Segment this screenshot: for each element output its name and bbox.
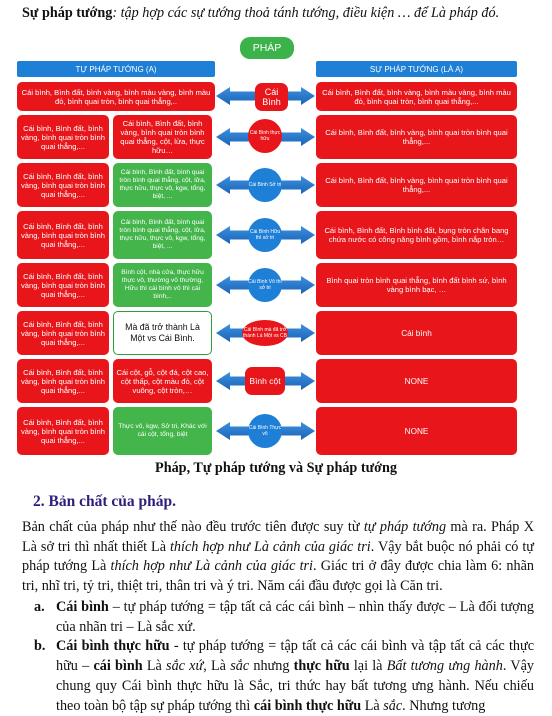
row7-mid: Bình cột bbox=[245, 367, 285, 395]
para-italic-2: thích hợp như Là cảnh của giác tri bbox=[169, 538, 371, 555]
item-b-i2: sắc bbox=[230, 658, 250, 675]
item-list bbox=[34, 598, 534, 716]
item-a-marker: a. bbox=[34, 599, 45, 615]
row8-mid: Cái Bình Thực vô bbox=[248, 414, 282, 448]
row6-inner: Mà đã trở thành Là Một vs Cái Bình. bbox=[113, 311, 212, 355]
row3-right: Cái bình, Bình đất, bình vàng, bình quai tròn bình quai thẳng,... bbox=[316, 163, 517, 207]
row3-inner: Cái bình, Bình đất, bình quai tròn bình quai thẳng, cột, lửa, thực hữu, thực vô, kgw, tổng, biệt, ... bbox=[113, 163, 212, 207]
para-italic-1: tự pháp tướng bbox=[363, 519, 447, 535]
row4-right: Cái bình, Bình đất, Bình bình đất, bụng tròn chân bang chứa nước có công năng bình gồm, bình nắp tròn… bbox=[316, 211, 517, 259]
row2-left: Cái bình, Bình đất, bình vàng, bình quai tròn bình quai thẳng,... bbox=[17, 115, 109, 159]
row1-right: Cái bình, Bình đất, bình vàng, bình màu vàng, bình màu đỏ, bình quai tròn, bình quai thẳng,... bbox=[316, 82, 517, 111]
row7-right: NONE bbox=[316, 359, 517, 403]
section-title: Bản chất của pháp. bbox=[48, 493, 176, 510]
intro-definition: : tập hợp các sự tướng thoả tánh tướng, điều kiện … để Là pháp đó. bbox=[112, 5, 500, 21]
row4-inner: Cái bình, Bình đất, bình quai tròn bình quai thẳng, cột, lửa, thực hữu, thực vô, kgw, tổng, biệt, ... bbox=[113, 211, 212, 259]
row7-inner: Cái cột, gỗ, cột đá, cột cao, cột thấp, cột màu đỏ, cột vuông, cột tròn,… bbox=[113, 359, 212, 403]
intro-term: Sự pháp tướng bbox=[22, 5, 113, 21]
row3-mid: Cái Bình Sở tri bbox=[248, 168, 282, 202]
body-paragraph bbox=[22, 518, 534, 597]
figure-caption: Pháp, Tự pháp tướng và Sự pháp tướng bbox=[155, 460, 397, 476]
row2-inner: Cái bình, Bình đất, bình vàng, bình quai tròn bình quai thẳng, cột, lửa, thực hữu… bbox=[113, 115, 212, 159]
row1-left: Cái bình, Bình đất, bình vàng, bình màu vàng, bình màu đỏ, bình quai tròn, bình quai thẳng,.. bbox=[17, 82, 215, 111]
para-text-1: Bản chất của pháp như thế nào đều trước tiên được suy từ bbox=[22, 519, 364, 535]
row7-left: Cái bình, Bình đất, bình vàng, bình quai tròn bình quai thẳng,... bbox=[17, 359, 109, 403]
row5-right: Bình quai tròn bình quai thẳng, bình đất bình sứ, bình vàng bình bạc, … bbox=[316, 263, 517, 307]
left-header: TỰ PHÁP TƯỚNG (A) bbox=[17, 61, 215, 77]
item-b-marker: b. bbox=[34, 638, 46, 655]
item-b-i3: Bất tương ưng hành bbox=[386, 658, 503, 675]
row6-mid: Cái Bình mà đã trở thành Là Một vs CB bbox=[242, 320, 288, 346]
row5-inner: Bình cột, nhà cửa, thực hữu thực vô, thường vô thường, Hữu thì cái bình vô thì cái bình,.. bbox=[113, 263, 212, 307]
item-b-b2: cái bình bbox=[93, 658, 143, 675]
row5-mid: Cái Bình Vô thì sở tri bbox=[248, 268, 282, 302]
item-b-t8: . Nhưng tương bbox=[402, 697, 486, 714]
item-b-bold: Cái bình thực hữu bbox=[56, 638, 170, 655]
row4-left: Cái bình, Bình đất, bình vàng, bình quai tròn bình quai thẳng,... bbox=[17, 211, 109, 259]
row4-mid: Cái Bình Hữu thì sở tri bbox=[248, 218, 282, 252]
row3-left: Cái bình, Bình đất, bình vàng, bình quai tròn bình quai thẳng,... bbox=[17, 163, 109, 207]
para-text-4: . Giác tri ở đây được chia làm 6: nhãn tri, nhĩ tri, tỷ tri, thiệt tri, thân tri và ý tri. Năm cái đầu được gọi là Căn tri. bbox=[22, 558, 534, 595]
item-b-t6: . Vậy chung quy Cái bình thực hữu là Sắc, tri thức hay bất tương ưng hành. Nếu chiếu theo toàn bộ tập sự pháp tướng thì bbox=[56, 658, 534, 714]
item-a-text: – tự pháp tướng = tập tất cả các cái bình – nhìn thấy được – Là đối tượng của nhãn tri – Là sắc xứ. bbox=[56, 599, 534, 635]
row2-right: Cái bình, Bình đất, bình vàng, bình quai tròn bình quai thẳng,... bbox=[316, 115, 517, 159]
row1-mid: Cái Bình bbox=[255, 83, 288, 111]
item-a-bold: Cái bình bbox=[56, 599, 109, 615]
item-b-b3: thực hữu bbox=[293, 658, 350, 675]
item-b-i4: sắc bbox=[383, 697, 403, 714]
list-item-b bbox=[34, 637, 534, 716]
para-text-3: . Vậy bắt buộc nó phải có tự pháp tướng Là bbox=[22, 538, 534, 575]
list-item-a bbox=[34, 598, 534, 637]
item-b-t4: nhưng bbox=[249, 658, 294, 675]
row6-left: Cái bình, Bình đất, bình vàng, bình quai tròn bình quai thẳng,... bbox=[17, 311, 109, 355]
row6-right: Cái bình bbox=[316, 311, 517, 355]
item-b-t3: , Là bbox=[203, 658, 231, 675]
item-b-t7: Là bbox=[361, 697, 384, 714]
section-number: 2. bbox=[33, 493, 45, 510]
row8-right: NONE bbox=[316, 407, 517, 455]
row8-left: Cái bình, Bình đất, bình vàng, bình quai tròn bình quai thẳng,... bbox=[17, 407, 109, 455]
row2-mid: Cái Bình thực hữu bbox=[248, 119, 282, 153]
item-b-b4: cái bình thực hữu bbox=[253, 697, 362, 714]
row8-inner: Thực vô, kgw, Sở tri, Khác với cái cột, tổng, biệt bbox=[113, 407, 212, 455]
para-text-2: mà ra. Pháp X Là sở tri thì nhất thiết Là bbox=[22, 519, 534, 555]
para-italic-3: thích hợp như Là cảnh của giác tri bbox=[110, 558, 313, 575]
item-b-i1: sắc xứ bbox=[166, 658, 204, 675]
right-header: SỰ PHÁP TƯỚNG (LÀ A) bbox=[316, 61, 517, 77]
phap-badge: PHÁP bbox=[240, 37, 294, 59]
item-b-t2: Là bbox=[142, 658, 167, 675]
item-b-t1: - tự pháp tướng = tập tất cả các cái bình và tập tất cả các thực hữu – bbox=[56, 638, 534, 675]
section-heading bbox=[33, 493, 176, 511]
row5-left: Cái bình, Bình đất, bình vàng, bình quai tròn bình quai thẳng,... bbox=[17, 263, 109, 307]
item-b-t5: lại là bbox=[349, 658, 387, 675]
